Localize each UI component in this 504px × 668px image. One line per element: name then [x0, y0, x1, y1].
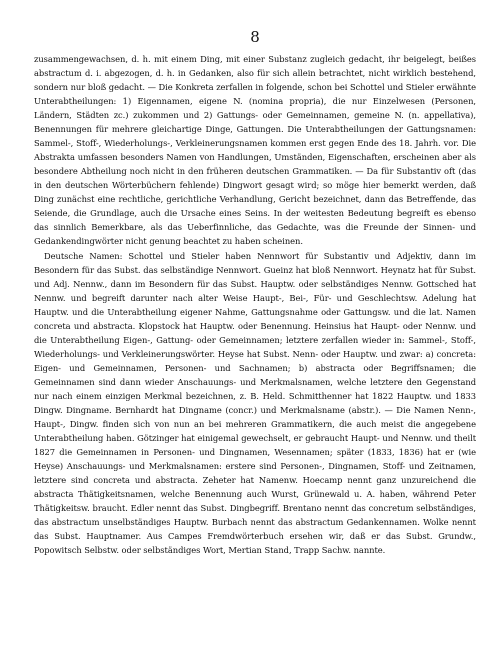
paragraph-concreta-abstracta: zusammengewachsen, d. h. mit einem Ding, mit einer Substanz zugleich gedacht, ihr beigelegt, beißes abstractum d. i. abgezogen, d. h. in Gedanken, also für sich allein betrachtet, nicht wirklich bestehend, sondern nur bloß gedacht. — Die Konkreta zerfallen in folgende, schon bei Schottel und Stieler erwähnte Unterabtheilungen: 1) Eigennamen, eigene N. (nomina propria), die nur Einzelwesen (Personen, Ländern, Städten zc.) zukommen und 2) Gattungs- oder Gemeinnamen, gemeine N. (n. appellativa), Benennungen für mehrere gleichartige Dinge, Gattungen. Die Unterabtheilungen der Gattungsnamen: Sammel-, Stoff-, Wiederholungs-, Verkleinerungsnamen kommen erst gegen Ende des 18. Jahrh. vor. Die Abstrakta umfassen besonders Namen von Handlungen, Umständen, Eigenschaften, erscheinen aber als besondere Abtheilung noch nicht in den früheren deutschen Grammatiken. — Da für Substantiv oft (das in den deutschen Wörterbüchern fehlende) Dingwort gesagt wird; so möge hier bemerkt werden, daß Ding zunächst eine rechtliche, gerichtliche Verhandlung, Gericht bezeichnet, dann das Betreffende, das Seiende, die Grundlage, auch die Ursache eines Seins. In der weitesten Bedeutung begreift es ebenso das sinnlich Bemerkbare, als das Ueberfinnliche, das Gedachte, was die Freunde der Sinnen- und Gedankendingwörter nicht genung beachtet zu haben scheinen. — [34, 54, 476, 246]
page-number: 8 — [250, 28, 260, 46]
paragraph-deutsche-namen: Deutsche Namen: Schottel und Stieler haben Nennwort für Substantiv und Adjektiv, dann im Besondern für das Subst. das selbständige Nennwort. Gueinz hat bloß Nennwort. Heynatz hat für Subst. und Adj. Nennw., dann im Besondern für das Subst. Hauptw. oder selbständiges Nennw. Gottsched hat Nennw. und begreift darunter nach alter Weise Haupt-, Bei-, Für- und Geschlechtsw. Adelung hat Hauptw. und die Unterabtheilung eigener Nahme, Gattungsnahme oder Gattungsw. und die lat. Namen concreta und abstracta. Klopstock hat Hauptw. oder Benennung. Heinsius hat Haupt- oder Nennw. und die Unterabtheilung Eigen-, Gattung- oder Gemeinnamen; letztere zerfallen wieder in: Sammel-, Stoff-, Wiederholungs- und Verkleinerungswörter. Heyse hat Subst. Nenn- oder Hauptw. und zwar: a) concreta: Eigen- und Gemeinnamen, Personen- und Sachnamen; b) abstracta oder Begriffsnamen; die Gemeinnamen sind dann wieder Anschauungs- und Merkmalsnamen, welche letztere den Gegenstand nur nach einem einzigen Merkmal bezeichnen, z. B. Held. Schmitthenner hat 1822 Hauptw. und 1833 Dingw. Dingname. Bernhardt hat Dingname (concr.) und Merkmalsname (abstr.). — Die Namen Nenn-, Haupt-, Dingw. finden sich von nun an bei mehreren Grammatikern, die auch meist die angegebene Unterabtheilung haben. Götzinger hat einigemal gewechselt, er gebraucht Haupt- und Nennw. und theilt 1827 die Gemeinnamen in Personen- und Dingnamen, Wesennamen; später (1833, 1836) hat er (wie Heyse) Anschauungs- und Merkmalsnamen: erstere sind Personen-, Dingnamen, Stoff- und Zeitnamen, letztere sind concreta und abstracta. Zeheter hat Namenw. Hoecamp nennt ganz unzureichend die abstracta Thätigkeitsnamen, welche Benennung auch Wurst, Grünewald u. A. haben, während Peter Thätigkeitsw. braucht. Edler nennt das Subst. Dingbegriff. Brentano nennt das concretum selbständiges, das abstractum unselbständiges Hauptw. Burbach nennt das abstractum Gedankennamen. Wolke nennt das Subst. Hauptnamer. Aus Campes Fremdwörterbuch ersehen wir, daß er das Subst. Grundw., Popowitsch Selbstw. oder selbständiges Wort, Mertian Stand, Trapp Sachw. nannte. — [34, 251, 476, 555]
